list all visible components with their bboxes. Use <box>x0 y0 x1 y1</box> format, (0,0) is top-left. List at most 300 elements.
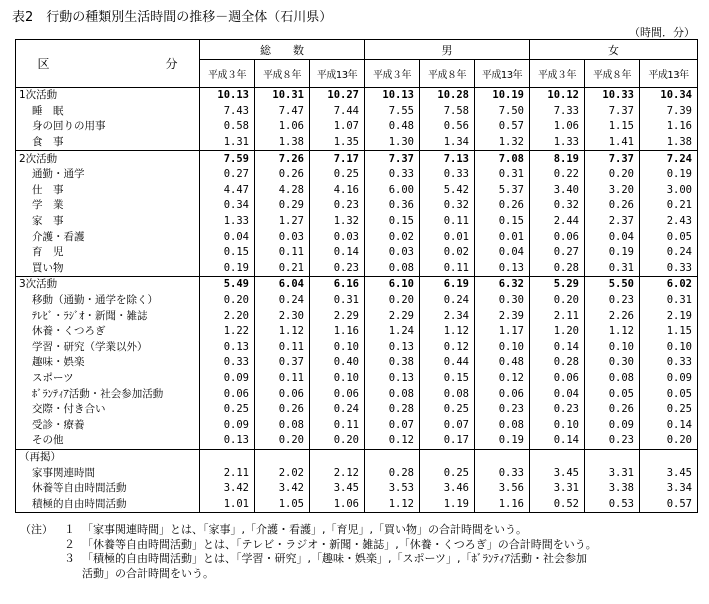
year-header: 平成８年 <box>585 60 640 88</box>
value-cell: 10.13 <box>365 88 420 104</box>
value-cell: 0.25 <box>420 465 475 481</box>
value-cell: 1.33 <box>530 135 585 151</box>
row-label: 買い物 <box>16 261 200 277</box>
row-label: 移動（通勤・通学を除く） <box>16 293 200 309</box>
value-cell: 7.50 <box>475 104 530 120</box>
table-row <box>16 355 698 371</box>
value-cell: 2.11 <box>200 465 255 481</box>
value-cell: 0.36 <box>365 198 420 214</box>
value-cell: 3.40 <box>530 183 585 199</box>
value-cell: 7.37 <box>585 151 640 167</box>
notes <box>20 523 597 581</box>
year-header: 平成８年 <box>255 60 310 88</box>
value-cell: 0.33 <box>640 261 698 277</box>
table-row <box>16 465 698 481</box>
value-cell: 0.14 <box>530 433 585 449</box>
value-cell: 2.43 <box>640 214 698 230</box>
value-cell: 0.20 <box>200 293 255 309</box>
value-cell: 2.29 <box>310 308 365 324</box>
value-cell: 0.11 <box>420 261 475 277</box>
value-cell: 5.50 <box>585 277 640 293</box>
value-cell: 3.31 <box>585 465 640 481</box>
group-header-female: 女 <box>530 40 698 60</box>
row-label: その他 <box>16 433 200 449</box>
table-row <box>16 433 698 449</box>
year-header: 平成３年 <box>365 60 420 88</box>
table-row <box>16 386 698 402</box>
value-cell: 1.07 <box>310 119 365 135</box>
value-cell: 0.22 <box>530 167 585 183</box>
value-cell: 6.02 <box>640 277 698 293</box>
value-cell: 0.09 <box>585 417 640 433</box>
value-cell: 1.19 <box>420 496 475 512</box>
value-cell: 0.08 <box>365 386 420 402</box>
value-cell: 0.24 <box>420 293 475 309</box>
table-row <box>16 151 698 167</box>
value-cell: 1.32 <box>310 214 365 230</box>
value-cell: 0.28 <box>530 355 585 371</box>
value-cell: 0.33 <box>640 355 698 371</box>
note-text: 「家事関連時間」とは、「家事」,「介護・看護」,「育児」,「買い物」の合計時間をいう。 <box>82 523 527 536</box>
value-cell: 0.24 <box>640 245 698 261</box>
value-cell: 7.37 <box>585 104 640 120</box>
value-cell: 2.20 <box>200 308 255 324</box>
value-cell: 1.38 <box>255 135 310 151</box>
value-cell: 10.19 <box>475 88 530 104</box>
note-text: 「休養等自由時間活動」とは、「テレビ・ラジオ・新聞・雑誌」,「休養・くつろぎ」の合計時間をいう。 <box>82 537 597 551</box>
value-cell: 6.10 <box>365 277 420 293</box>
row-label: 仕 事 <box>16 183 200 199</box>
value-cell: 0.07 <box>365 417 420 433</box>
value-cell: 0.11 <box>310 417 365 433</box>
row-label: 1次活動 <box>16 88 200 104</box>
table-row <box>16 119 698 135</box>
value-cell: 1.38 <box>640 135 698 151</box>
row-label: 趣味・娯楽 <box>16 355 200 371</box>
value-cell: 4.47 <box>200 183 255 199</box>
value-cell: 7.39 <box>640 104 698 120</box>
value-cell: 0.28 <box>365 402 420 418</box>
value-cell: 4.28 <box>255 183 310 199</box>
value-cell: 0.25 <box>640 402 698 418</box>
value-cell: 1.33 <box>200 214 255 230</box>
value-cell: 0.28 <box>365 465 420 481</box>
note-number: ３ <box>64 552 75 565</box>
value-cell: 0.25 <box>200 402 255 418</box>
value-cell: 0.08 <box>420 386 475 402</box>
value-cell: 0.13 <box>475 261 530 277</box>
row-label: 学 業 <box>16 198 200 214</box>
row-label: 積極的自由時間活動 <box>16 496 200 512</box>
year-header: 平成13年 <box>475 60 530 88</box>
value-cell: 0.14 <box>640 417 698 433</box>
value-cell: 0.52 <box>530 496 585 512</box>
value-cell: 3.45 <box>640 465 698 481</box>
value-cell: 2.02 <box>255 465 310 481</box>
value-cell: 1.22 <box>200 324 255 340</box>
value-cell <box>420 449 475 465</box>
value-cell: 2.19 <box>640 308 698 324</box>
value-cell: 0.08 <box>475 417 530 433</box>
value-cell: 0.03 <box>310 229 365 245</box>
value-cell: 1.15 <box>585 119 640 135</box>
value-cell: 0.03 <box>255 229 310 245</box>
value-cell: 0.17 <box>420 433 475 449</box>
value-cell: 0.10 <box>310 371 365 387</box>
value-cell: 3.00 <box>640 183 698 199</box>
value-cell: 0.26 <box>255 402 310 418</box>
value-cell: 0.04 <box>530 386 585 402</box>
value-cell: 0.23 <box>530 402 585 418</box>
value-cell: 0.01 <box>475 229 530 245</box>
value-cell: 7.24 <box>640 151 698 167</box>
row-label: 育 児 <box>16 245 200 261</box>
value-cell: 7.17 <box>310 151 365 167</box>
value-cell: 0.33 <box>475 465 530 481</box>
value-cell: 0.23 <box>585 433 640 449</box>
value-cell <box>200 449 255 465</box>
value-cell: 0.33 <box>365 167 420 183</box>
value-cell: 0.13 <box>365 371 420 387</box>
value-cell: 0.05 <box>640 386 698 402</box>
value-cell: 1.06 <box>310 496 365 512</box>
value-cell: 3.42 <box>200 481 255 497</box>
value-cell: 0.48 <box>475 355 530 371</box>
value-cell: 1.30 <box>365 135 420 151</box>
value-cell: 0.24 <box>310 402 365 418</box>
value-cell: 0.44 <box>420 355 475 371</box>
value-cell <box>475 449 530 465</box>
value-cell: 0.20 <box>255 433 310 449</box>
table-row <box>16 324 698 340</box>
value-cell: 2.44 <box>530 214 585 230</box>
value-cell: 0.05 <box>585 386 640 402</box>
row-label: 学習・研究（学業以外） <box>16 340 200 356</box>
row-label: 休養等自由時間活動 <box>16 481 200 497</box>
value-cell: 0.20 <box>585 167 640 183</box>
value-cell: 0.07 <box>420 417 475 433</box>
value-cell: 0.02 <box>420 245 475 261</box>
value-cell: 2.39 <box>475 308 530 324</box>
table-row <box>16 293 698 309</box>
group-header-total: 総 数 <box>200 40 365 60</box>
row-label: 介護・看護 <box>16 229 200 245</box>
row-label: 休養・くつろぎ <box>16 324 200 340</box>
value-cell: 0.11 <box>255 245 310 261</box>
value-cell: 3.20 <box>585 183 640 199</box>
value-cell: 0.10 <box>530 417 585 433</box>
row-label: 受診・療養 <box>16 417 200 433</box>
value-cell: 0.15 <box>200 245 255 261</box>
value-cell: 0.30 <box>585 355 640 371</box>
row-label: 家 事 <box>16 214 200 230</box>
value-cell: 0.15 <box>420 371 475 387</box>
table-row <box>16 229 698 245</box>
note-3-continuation: 活動」の合計時間をいう。 <box>82 566 214 580</box>
value-cell: 0.04 <box>475 245 530 261</box>
value-cell: 0.38 <box>365 355 420 371</box>
note-1 <box>20 523 597 538</box>
time-use-table <box>15 39 698 513</box>
value-cell: 0.34 <box>200 198 255 214</box>
value-cell: 0.13 <box>365 340 420 356</box>
value-cell: 0.14 <box>530 340 585 356</box>
value-cell: 0.11 <box>255 340 310 356</box>
table-row <box>16 277 698 293</box>
table-body <box>16 88 698 513</box>
value-cell: 0.19 <box>200 261 255 277</box>
table-row <box>16 496 698 512</box>
value-cell: 0.29 <box>255 198 310 214</box>
value-cell: 0.57 <box>475 119 530 135</box>
table-row <box>16 417 698 433</box>
value-cell: 1.16 <box>310 324 365 340</box>
value-cell: 0.13 <box>200 340 255 356</box>
value-cell <box>640 449 698 465</box>
value-cell: 4.16 <box>310 183 365 199</box>
value-cell: 0.11 <box>255 371 310 387</box>
value-cell: 0.20 <box>530 293 585 309</box>
value-cell: 0.09 <box>640 371 698 387</box>
value-cell: 0.11 <box>420 214 475 230</box>
value-cell: 0.40 <box>310 355 365 371</box>
value-cell: 1.12 <box>420 324 475 340</box>
value-cell: 1.15 <box>640 324 698 340</box>
value-cell: 6.16 <box>310 277 365 293</box>
value-cell <box>530 449 585 465</box>
value-cell: 6.04 <box>255 277 310 293</box>
value-cell: 0.19 <box>475 433 530 449</box>
value-cell: 1.31 <box>200 135 255 151</box>
row-label: 3次活動 <box>16 277 200 293</box>
value-cell: 0.09 <box>200 371 255 387</box>
value-cell: 1.27 <box>255 214 310 230</box>
value-cell: 0.26 <box>255 167 310 183</box>
value-cell: 0.02 <box>365 229 420 245</box>
row-label: ﾃﾚﾋﾞ・ﾗｼﾞｵ・新聞・雑誌 <box>16 308 200 324</box>
note-text: 「積極的自由時間活動」とは、「学習・研究」,「趣味・娯楽」,「スポーツ」,「ﾎﾞﾗﾝﾃｨｱ活動・社会参加 <box>82 552 588 565</box>
value-cell: 3.53 <box>365 481 420 497</box>
value-cell: 0.25 <box>310 167 365 183</box>
value-cell: 2.30 <box>255 308 310 324</box>
table-row <box>16 261 698 277</box>
row-label: ﾎﾞﾗﾝﾃｨｱ活動・社会参加活動 <box>16 386 200 402</box>
year-header: 平成３年 <box>530 60 585 88</box>
value-cell: 7.55 <box>365 104 420 120</box>
group-header-male: 男 <box>365 40 530 60</box>
value-cell: 0.05 <box>640 229 698 245</box>
row-label: スポーツ <box>16 371 200 387</box>
row-label: 交際・付き合い <box>16 402 200 418</box>
value-cell: 0.57 <box>640 496 698 512</box>
note-number: ２ <box>64 537 75 551</box>
value-cell: 0.21 <box>255 261 310 277</box>
value-cell: 1.24 <box>365 324 420 340</box>
value-cell <box>585 449 640 465</box>
value-cell: 0.30 <box>475 293 530 309</box>
value-cell: 0.31 <box>640 293 698 309</box>
value-cell: 1.06 <box>255 119 310 135</box>
row-label: 2次活動 <box>16 151 200 167</box>
row-label: 家事関連時間 <box>16 465 200 481</box>
value-cell: 0.33 <box>200 355 255 371</box>
value-cell: 6.00 <box>365 183 420 199</box>
value-cell: 3.42 <box>255 481 310 497</box>
value-cell: 0.28 <box>530 261 585 277</box>
value-cell: 0.08 <box>365 261 420 277</box>
table-row <box>16 245 698 261</box>
value-cell: 0.06 <box>530 229 585 245</box>
value-cell: 10.34 <box>640 88 698 104</box>
table-row <box>16 88 698 104</box>
value-cell: 0.06 <box>200 386 255 402</box>
value-cell: 0.32 <box>530 198 585 214</box>
value-cell: 7.58 <box>420 104 475 120</box>
table-title: 表2 行動の種類別生活時間の推移－週全体（石川県） <box>12 10 333 25</box>
value-cell: 2.37 <box>585 214 640 230</box>
value-cell: 7.26 <box>255 151 310 167</box>
row-label: （再掲） <box>16 449 200 465</box>
value-cell: 0.12 <box>420 340 475 356</box>
value-cell: 5.42 <box>420 183 475 199</box>
value-cell: 2.11 <box>530 308 585 324</box>
value-cell: 0.13 <box>200 433 255 449</box>
table-row <box>16 198 698 214</box>
value-cell: 1.41 <box>585 135 640 151</box>
value-cell: 0.58 <box>200 119 255 135</box>
value-cell: 0.19 <box>585 245 640 261</box>
value-cell: 10.33 <box>585 88 640 104</box>
value-cell: 1.12 <box>585 324 640 340</box>
value-cell: 0.33 <box>420 167 475 183</box>
value-cell <box>365 449 420 465</box>
value-cell: 5.49 <box>200 277 255 293</box>
value-cell: 0.21 <box>640 198 698 214</box>
note-number: １ <box>64 523 75 536</box>
year-header: 平成13年 <box>640 60 698 88</box>
value-cell: 1.06 <box>530 119 585 135</box>
value-cell: 5.29 <box>530 277 585 293</box>
kubun-header <box>16 40 200 88</box>
table-row <box>16 340 698 356</box>
row-label: 通勤・通学 <box>16 167 200 183</box>
value-cell: 0.23 <box>475 402 530 418</box>
value-cell: 0.06 <box>530 371 585 387</box>
row-label: 睡 眠 <box>16 104 200 120</box>
value-cell: 2.29 <box>365 308 420 324</box>
value-cell: 0.32 <box>420 198 475 214</box>
value-cell: 1.01 <box>200 496 255 512</box>
value-cell: 3.45 <box>310 481 365 497</box>
value-cell: 3.46 <box>420 481 475 497</box>
value-cell: 0.23 <box>585 293 640 309</box>
value-cell: 10.13 <box>200 88 255 104</box>
kubun-right-label: 分 <box>165 57 178 71</box>
kubun-left-label: 区 <box>37 57 50 71</box>
row-label: 食 事 <box>16 135 200 151</box>
value-cell: 2.26 <box>585 308 640 324</box>
note-2 <box>20 538 597 553</box>
row-label: 身の回りの用事 <box>16 119 200 135</box>
value-cell: 3.38 <box>585 481 640 497</box>
value-cell: 0.10 <box>640 340 698 356</box>
table-row <box>16 449 698 465</box>
value-cell: 0.15 <box>475 214 530 230</box>
value-cell: 1.05 <box>255 496 310 512</box>
value-cell: 0.26 <box>585 198 640 214</box>
value-cell: 0.25 <box>420 402 475 418</box>
value-cell: 1.34 <box>420 135 475 151</box>
table-row <box>16 104 698 120</box>
value-cell: 5.37 <box>475 183 530 199</box>
value-cell: 0.20 <box>310 433 365 449</box>
value-cell: 10.27 <box>310 88 365 104</box>
table-row <box>16 214 698 230</box>
value-cell: 3.56 <box>475 481 530 497</box>
value-cell: 0.06 <box>255 386 310 402</box>
value-cell: 0.04 <box>585 229 640 245</box>
value-cell: 0.23 <box>310 261 365 277</box>
value-cell: 3.45 <box>530 465 585 481</box>
value-cell: 0.20 <box>640 433 698 449</box>
value-cell: 0.37 <box>255 355 310 371</box>
value-cell <box>310 449 365 465</box>
value-cell: 7.13 <box>420 151 475 167</box>
value-cell: 0.03 <box>365 245 420 261</box>
value-cell <box>255 449 310 465</box>
note-3 <box>20 552 597 567</box>
value-cell: 0.08 <box>585 371 640 387</box>
value-cell: 0.10 <box>475 340 530 356</box>
value-cell: 7.08 <box>475 151 530 167</box>
table-row <box>16 308 698 324</box>
value-cell: 0.06 <box>475 386 530 402</box>
value-cell: 1.12 <box>255 324 310 340</box>
value-cell: 0.14 <box>310 245 365 261</box>
value-cell: 7.37 <box>365 151 420 167</box>
value-cell: 0.15 <box>365 214 420 230</box>
value-cell: 1.16 <box>640 119 698 135</box>
value-cell: 0.12 <box>475 371 530 387</box>
value-cell: 2.34 <box>420 308 475 324</box>
value-cell: 0.04 <box>200 229 255 245</box>
value-cell: 0.20 <box>365 293 420 309</box>
table-row <box>16 167 698 183</box>
table-row <box>16 135 698 151</box>
value-cell: 1.32 <box>475 135 530 151</box>
value-cell: 0.48 <box>365 119 420 135</box>
value-cell: 0.26 <box>585 402 640 418</box>
value-cell: 1.16 <box>475 496 530 512</box>
value-cell: 0.27 <box>530 245 585 261</box>
value-cell: 0.31 <box>585 261 640 277</box>
value-cell: 10.31 <box>255 88 310 104</box>
value-cell: 0.19 <box>640 167 698 183</box>
value-cell: 0.08 <box>255 417 310 433</box>
unit-label: （時間．分） <box>629 26 695 39</box>
value-cell: 0.23 <box>310 198 365 214</box>
value-cell: 1.17 <box>475 324 530 340</box>
note-tag: （注） <box>20 523 53 536</box>
value-cell: 0.10 <box>585 340 640 356</box>
value-cell: 6.32 <box>475 277 530 293</box>
value-cell: 0.53 <box>585 496 640 512</box>
value-cell: 10.12 <box>530 88 585 104</box>
table-row <box>16 371 698 387</box>
value-cell: 7.33 <box>530 104 585 120</box>
value-cell: 0.24 <box>255 293 310 309</box>
value-cell: 0.31 <box>475 167 530 183</box>
